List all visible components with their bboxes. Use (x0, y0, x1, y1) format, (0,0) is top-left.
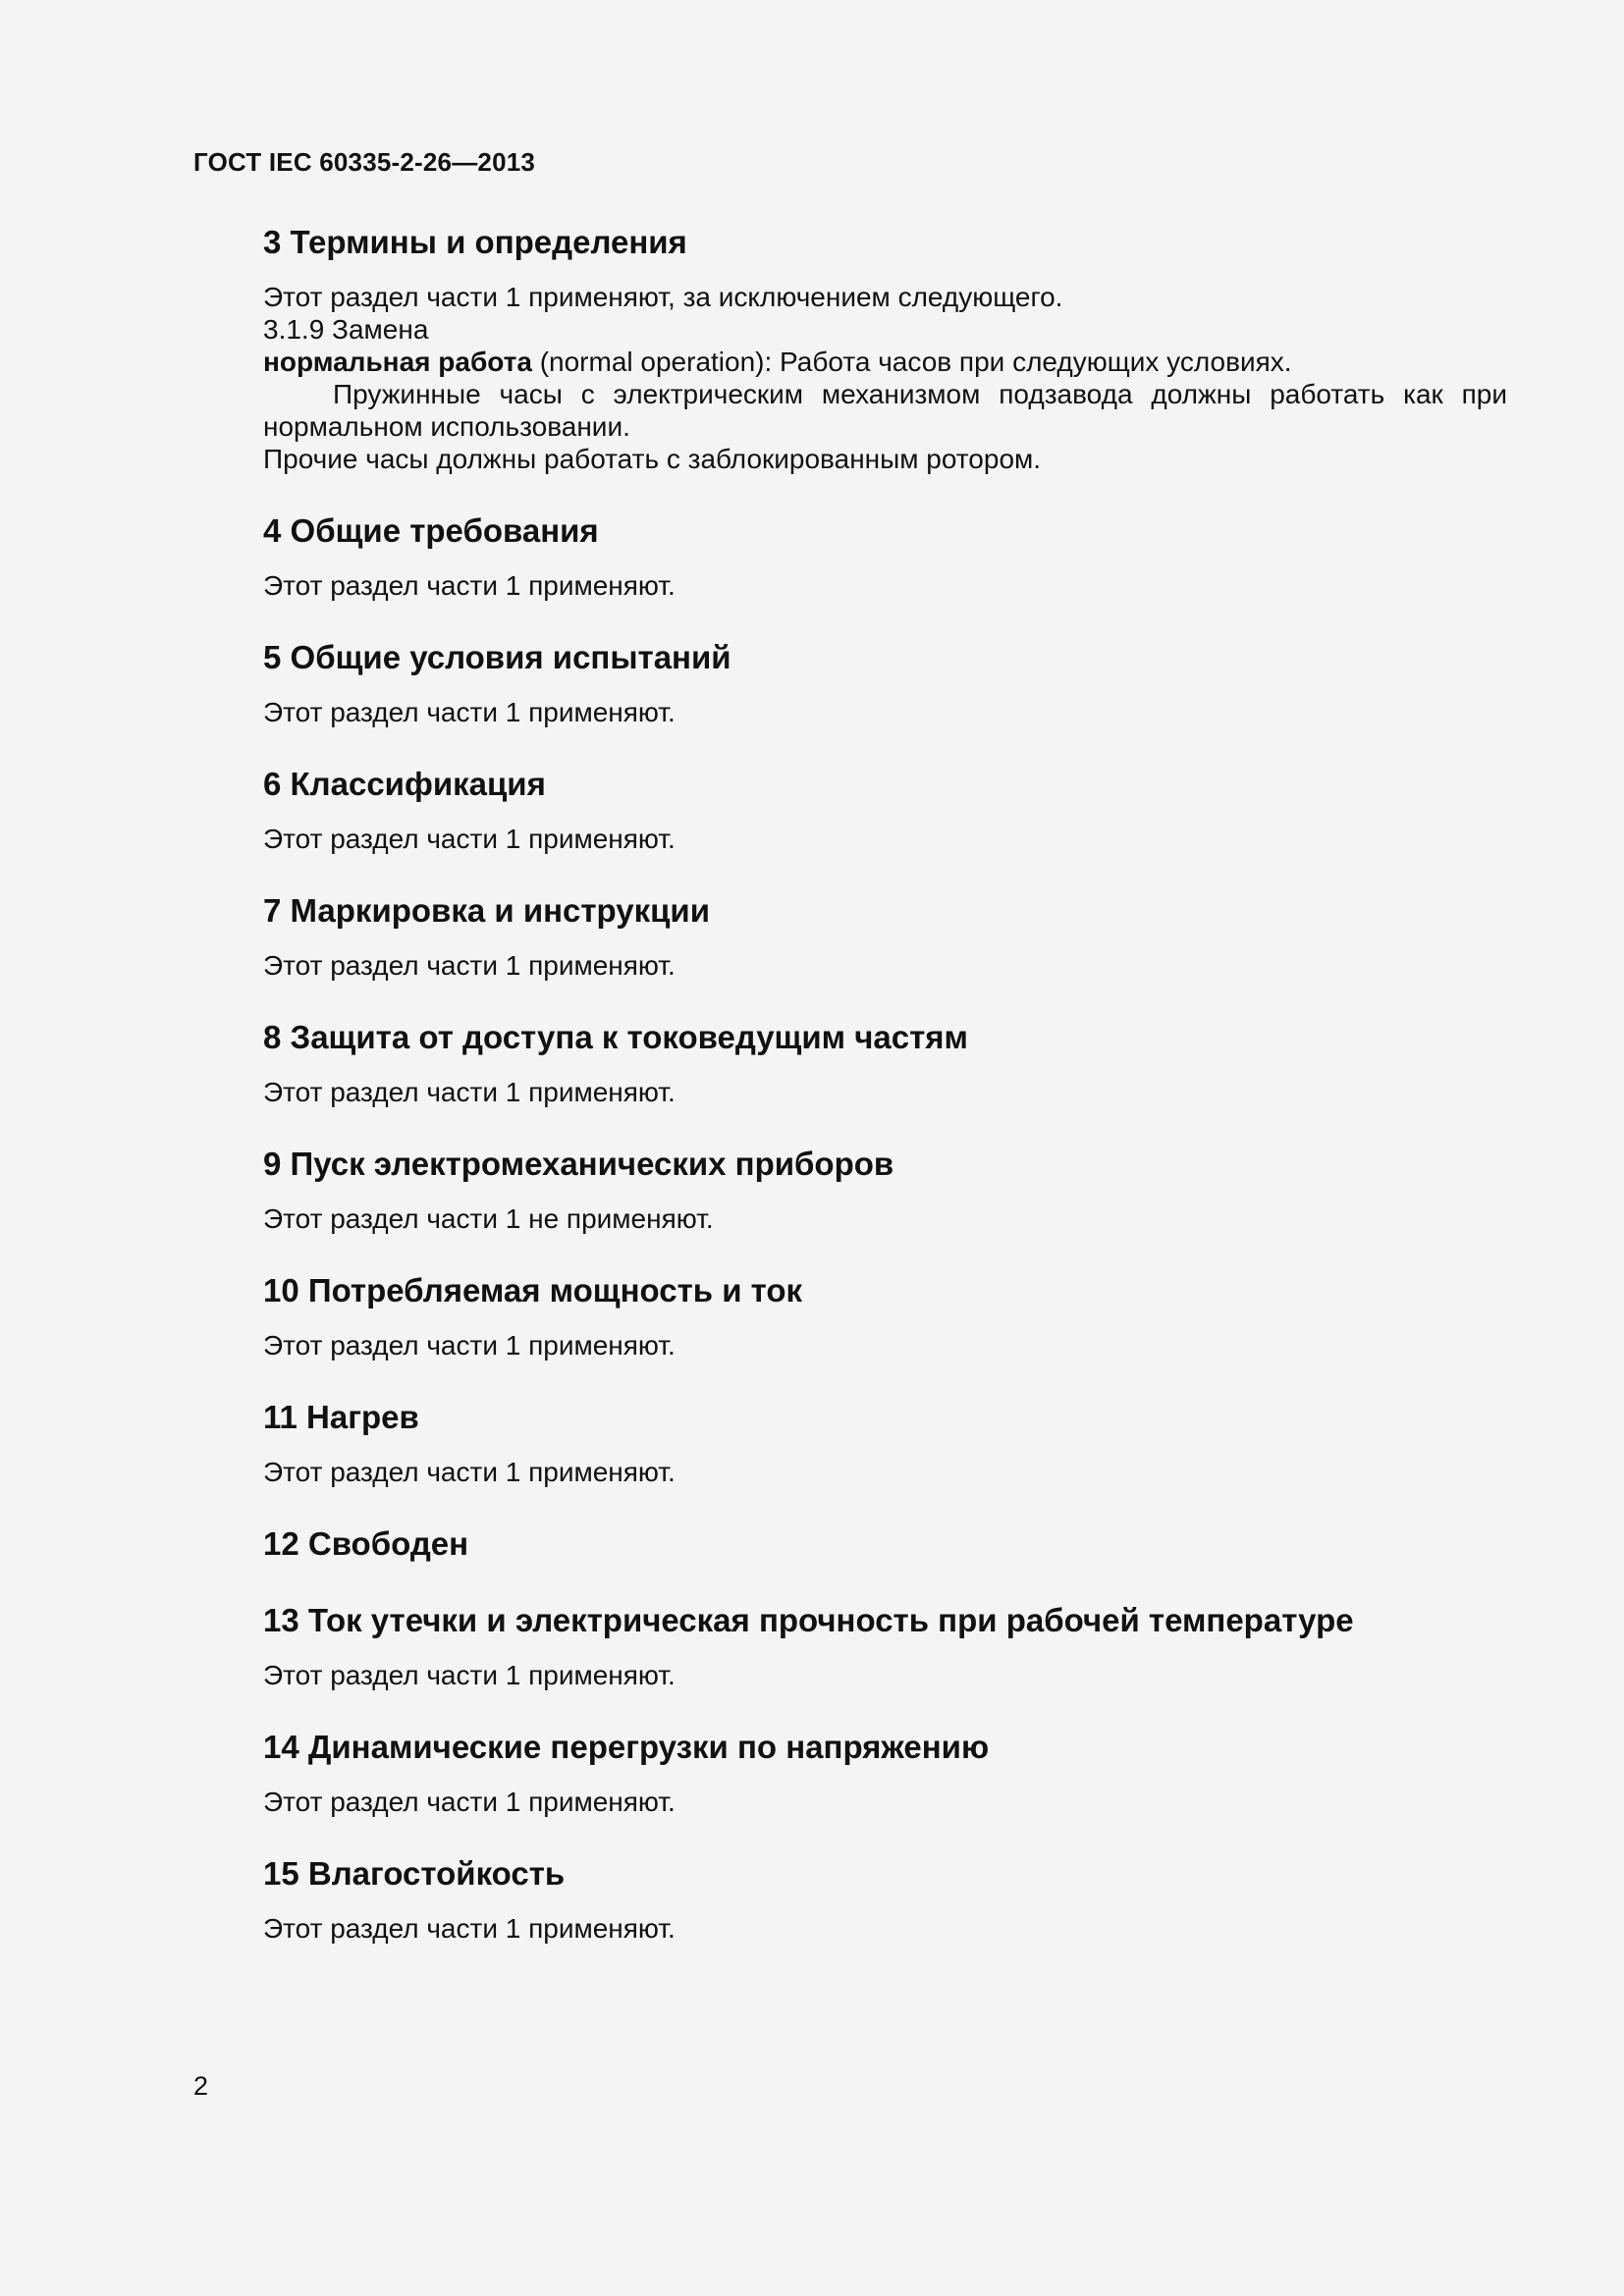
section-heading: 9 Пуск электромеханических приборов (263, 1146, 894, 1182)
section-text: Этот раздел части 1 применяют. (263, 950, 676, 981)
section-8 (193, 1017, 1507, 1108)
section-10 (193, 1270, 1507, 1362)
section-heading: 14 Динамические перегрузки по напряжению (263, 1729, 990, 1765)
section-9 (193, 1144, 1507, 1235)
section-text: Этот раздел части 1 применяют, за исключением следующего. (263, 282, 1063, 312)
section-heading: 10 Потребляемая мощность и ток (263, 1272, 803, 1308)
section-12 (193, 1523, 1507, 1565)
section-heading: 7 Маркировка и инструкции (263, 892, 711, 929)
term-definition (263, 346, 1507, 378)
document-body (193, 222, 1507, 1945)
section-text: Этот раздел части 1 применяют. (263, 1077, 676, 1107)
section-heading: 3 Термины и определения (263, 224, 687, 260)
section-5 (193, 637, 1507, 728)
section-heading: 5 Общие условия испытаний (263, 639, 731, 675)
term-name: нормальная работа (263, 347, 532, 377)
term-description: (normal operation): Работа часов при следующих условиях. (531, 347, 1292, 377)
document-code-header: ГОСТ IEC 60335-2-26—2013 (193, 147, 536, 177)
section-heading: 15 Влагостойкость (263, 1855, 566, 1892)
section-heading: 11 Нагрев (263, 1399, 419, 1435)
section-heading: 8 Защита от доступа к токоведущим частям (263, 1019, 968, 1055)
section-heading: 12 Свободен (263, 1525, 469, 1562)
section-text: Этот раздел части 1 применяют. (263, 824, 676, 854)
section-text: Этот раздел части 1 применяют. (263, 1787, 676, 1817)
section-3 (193, 222, 1507, 475)
section-13 (193, 1600, 1507, 1691)
section-6 (193, 764, 1507, 855)
page-number: 2 (193, 2071, 209, 2101)
section-11 (193, 1397, 1507, 1488)
condition-paragraph-2: Прочие часы должны работать с заблокированным ротором. (263, 444, 1042, 474)
section-4 (193, 510, 1507, 602)
section-text: Этот раздел части 1 применяют. (263, 1457, 676, 1487)
section-text: Этот раздел части 1 применяют. (263, 1660, 676, 1690)
section-heading: 4 Общие требования (263, 512, 599, 549)
section-7 (193, 890, 1507, 982)
section-heading: 13 Ток утечки и электрическая прочность при рабочей температуре (263, 1602, 1354, 1638)
section-heading: 6 Классификация (263, 766, 546, 802)
section-15 (193, 1853, 1507, 1945)
section-text: Этот раздел части 1 не применяют. (263, 1203, 714, 1234)
section-text: Этот раздел части 1 применяют. (263, 697, 676, 727)
section-text: Этот раздел части 1 применяют. (263, 570, 676, 601)
section-14 (193, 1727, 1507, 1818)
clause-number: 3.1.9 Замена (263, 314, 429, 345)
section-text: Этот раздел части 1 применяют. (263, 1330, 676, 1361)
section-text: Этот раздел части 1 применяют. (263, 1913, 676, 1944)
condition-paragraph-1: Пружинные часы с электрическим механизмом подзавода должны работать как при нормальном использовании. (263, 379, 1507, 442)
